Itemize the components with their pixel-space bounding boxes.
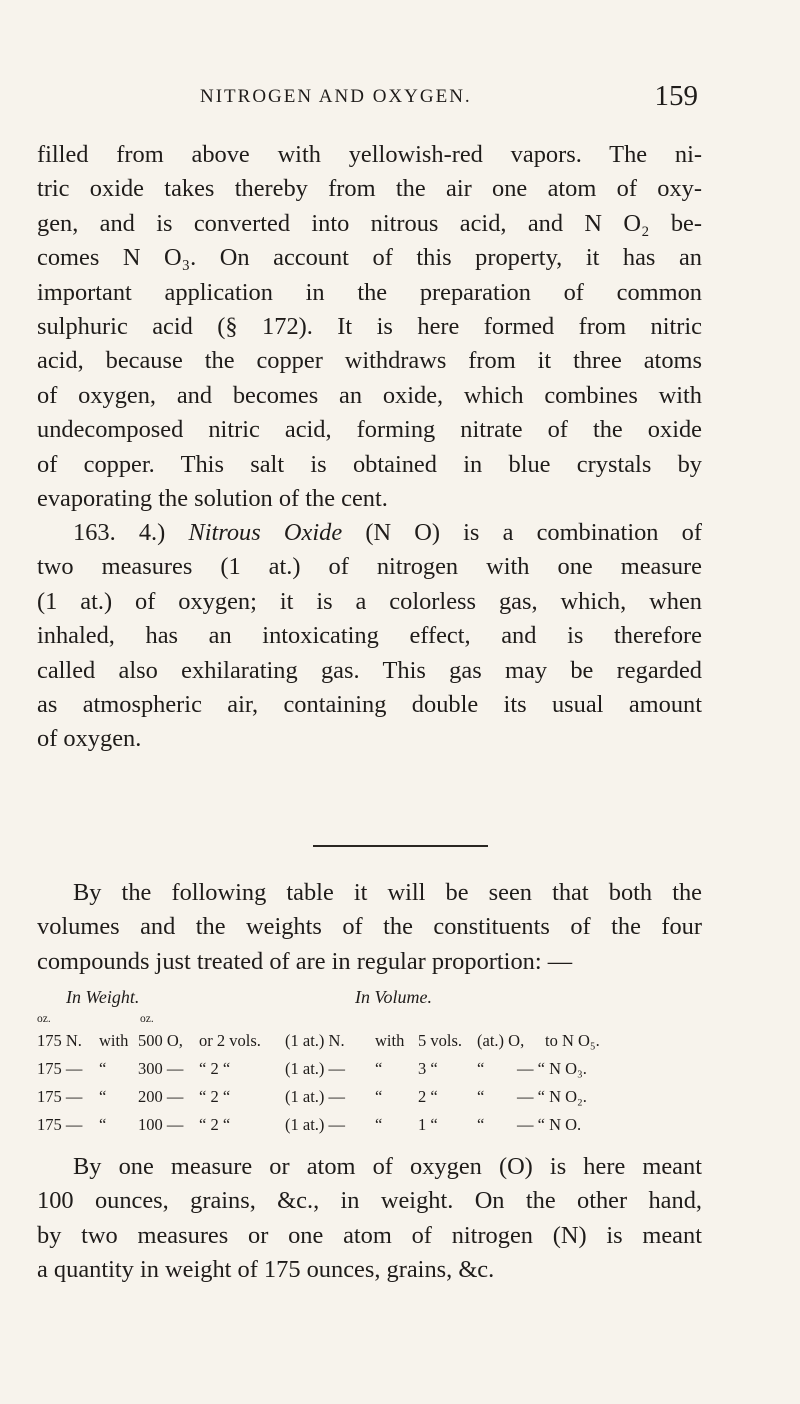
text-line: By the following table it will be seen that both the bbox=[73, 879, 702, 906]
text-line: a quantity in weight of 175 ounces, grains, &c. bbox=[37, 1256, 495, 1284]
cell: 1 “ bbox=[418, 1115, 438, 1134]
table-intro bbox=[37, 876, 702, 979]
text-line: by two measures or one atom of nitrogen (N) is meant bbox=[37, 1221, 702, 1249]
table-unit-mid: oz. bbox=[140, 1013, 154, 1025]
section-title: Nitrous Oxide bbox=[188, 519, 343, 546]
text-line: of oxygen. bbox=[37, 725, 142, 753]
cell: “ bbox=[477, 1115, 485, 1134]
cell: 5 vols. bbox=[418, 1031, 463, 1050]
paragraph-explanation bbox=[37, 1150, 702, 1288]
cell: “ bbox=[477, 1087, 485, 1106]
running-head: NITROGEN AND OXYGEN. bbox=[200, 86, 472, 107]
section-163 bbox=[37, 516, 702, 757]
text-line: gen, and is converted into nitrous acid, and N O₂ be- bbox=[37, 209, 702, 237]
text-line: acid, because the copper withdraws from it three atoms bbox=[37, 347, 702, 375]
cell: “ bbox=[375, 1059, 383, 1078]
cell: with bbox=[99, 1031, 129, 1050]
cell: (1 at.) N. bbox=[285, 1031, 345, 1050]
text-line: of copper. This salt is obtained in blue crystals by bbox=[37, 450, 702, 478]
cell: “ bbox=[375, 1087, 383, 1106]
cell: (1 at.) — bbox=[285, 1115, 346, 1134]
text-line: undecomposed nitric acid, forming nitrate of the oxide bbox=[37, 416, 702, 444]
text-line: called also exhilarating gas. This gas may be regarded bbox=[37, 656, 702, 684]
paragraph-continued bbox=[37, 138, 702, 516]
cell: with bbox=[375, 1031, 405, 1050]
table-unit-left: oz. bbox=[37, 1013, 51, 1025]
cell: “ bbox=[99, 1115, 107, 1134]
text-line: By one measure or atom of oxygen (O) is here meant bbox=[73, 1153, 702, 1180]
cell: — “ N O. bbox=[517, 1115, 582, 1134]
text-line: inhaled, has an intoxicating effect, and is therefore bbox=[37, 622, 702, 650]
cell: “ bbox=[99, 1087, 107, 1106]
text-line: sulphuric acid (§ 172). It is here formed from nitric bbox=[37, 313, 702, 341]
table-head-volume: In Volume. bbox=[355, 987, 432, 1007]
cell: “ 2 “ bbox=[199, 1059, 231, 1078]
table-head-weight: In Weight. bbox=[66, 987, 140, 1007]
cell: 175 — bbox=[37, 1087, 83, 1106]
section-divider bbox=[313, 845, 488, 847]
cell: (at.) O, bbox=[477, 1031, 525, 1050]
text-line: (1 at.) of oxygen; it is a colorless gas, which, when bbox=[37, 587, 702, 615]
cell: 175 — bbox=[37, 1059, 83, 1078]
cell: “ 2 “ bbox=[199, 1087, 231, 1106]
cell: 500 O, bbox=[138, 1031, 183, 1050]
text-line: volumes and the weights of the constituents of the four bbox=[37, 913, 702, 941]
page-header bbox=[200, 80, 698, 120]
cell: 3 “ bbox=[418, 1059, 438, 1078]
cell: — “ N O₂. bbox=[517, 1087, 587, 1106]
cell: “ bbox=[99, 1059, 107, 1078]
cell: “ 2 “ bbox=[199, 1115, 231, 1134]
text-line: evaporating the solution of the cent. bbox=[37, 485, 388, 513]
text-line: comes N O₃. On account of this property, it has an bbox=[37, 244, 702, 272]
text-line: tric oxide takes thereby from the air one atom of oxy- bbox=[37, 175, 702, 203]
cell: 200 — bbox=[138, 1087, 184, 1106]
text-line: two measures (1 at.) of nitrogen with one measure bbox=[37, 553, 702, 581]
section-first-line bbox=[37, 516, 702, 550]
cell: 175 — bbox=[37, 1115, 83, 1134]
text-line: compounds just treated of are in regular proportion: — bbox=[37, 947, 573, 975]
text-line: important application in the preparation of common bbox=[37, 278, 702, 306]
cell: to N O₅. bbox=[545, 1031, 600, 1050]
text-line: filled from above with yellowish-red vapors. The ni- bbox=[37, 141, 702, 168]
text-line: as atmospheric air, containing double its usual amount bbox=[37, 691, 702, 719]
cell: 2 “ bbox=[418, 1087, 438, 1106]
cell: 175 N. bbox=[37, 1031, 82, 1050]
section-text: (N O) is a combination of bbox=[365, 519, 702, 546]
cell: 300 — bbox=[138, 1059, 184, 1078]
cell: or 2 vols. bbox=[199, 1031, 261, 1050]
page-number: 159 bbox=[654, 80, 698, 112]
cell: — “ N O₃. bbox=[517, 1059, 587, 1078]
cell: (1 at.) — bbox=[285, 1059, 346, 1078]
cell: “ bbox=[477, 1059, 485, 1078]
text-line: of oxygen, and becomes an oxide, which combines with bbox=[37, 381, 702, 409]
cell: “ bbox=[375, 1115, 383, 1134]
text-line: 100 ounces, grains, &c., in weight. On the other hand, bbox=[37, 1187, 702, 1215]
cell: (1 at.) — bbox=[285, 1087, 346, 1106]
cell: 100 — bbox=[138, 1115, 184, 1134]
section-number: 163. 4.) bbox=[73, 519, 166, 546]
